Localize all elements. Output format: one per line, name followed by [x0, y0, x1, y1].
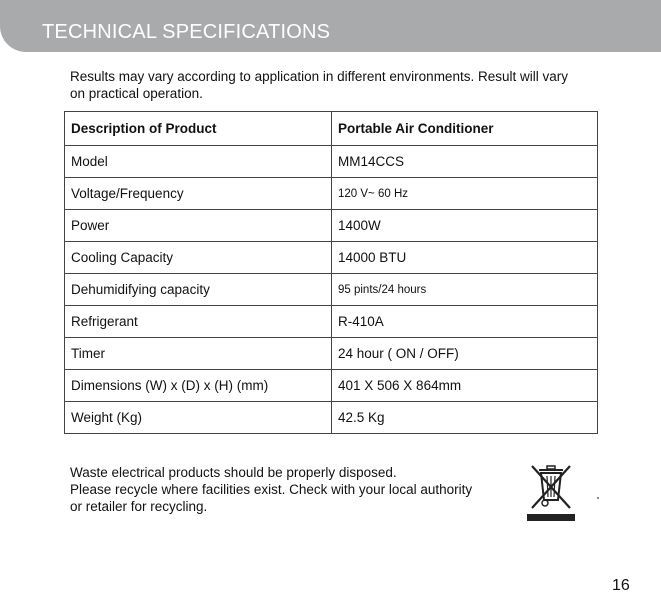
spec-label: Dehumidifying capacity: [65, 274, 332, 306]
spec-label: Voltage/Frequency: [65, 178, 332, 210]
crossed-out-wheelie-bin-icon: [526, 462, 576, 522]
spec-value: 401 X 506 X 864mm: [332, 370, 598, 402]
spec-value: 42.5 Kg: [332, 402, 598, 434]
intro-line-1: Results may vary according to application in different environments. Result will vary: [70, 69, 568, 84]
spec-value: 24 hour ( ON / OFF): [332, 338, 598, 370]
table-row: [65, 306, 598, 338]
spec-label: Power: [65, 210, 332, 242]
table-row: [65, 146, 598, 178]
spec-label: Cooling Capacity: [65, 242, 332, 274]
intro-note: [70, 68, 610, 102]
table-row: [65, 242, 598, 274]
spec-label: Refrigerant: [65, 306, 332, 338]
table-row: [65, 338, 598, 370]
decorative-dot: [597, 497, 599, 499]
disposal-note: [70, 464, 510, 515]
specs-table: [64, 111, 598, 434]
spec-value: R-410A: [332, 306, 598, 338]
table-header-row: [65, 112, 598, 146]
page-title: TECHNICAL SPECIFICATIONS: [42, 21, 331, 43]
page-number: 16: [612, 577, 630, 594]
intro-line-2: on practical operation.: [70, 86, 203, 101]
spec-label: Timer: [65, 338, 332, 370]
spec-value: 1400W: [332, 210, 598, 242]
table-header-description: Description of Product: [65, 112, 332, 146]
header-bar: [0, 0, 661, 52]
disposal-line-3: or retailer for recycling.: [70, 499, 208, 514]
table-row: [65, 178, 598, 210]
spec-label: Weight (Kg): [65, 402, 332, 434]
table-row: [65, 370, 598, 402]
table-row: [65, 402, 598, 434]
table-row: [65, 274, 598, 306]
disposal-line-2: Please recycle where facilities exist. Check with your local authority: [70, 482, 473, 497]
spec-label: Dimensions (W) x (D) x (H) (mm): [65, 370, 332, 402]
spec-value: MM14CCS: [332, 146, 598, 178]
spec-value: 95 pints/24 hours: [332, 274, 598, 306]
spec-value: 14000 BTU: [332, 242, 598, 274]
table-header-product: Portable Air Conditioner: [332, 112, 598, 146]
spec-label: Model: [65, 146, 332, 178]
spec-value: 120 V~ 60 Hz: [332, 178, 598, 210]
disposal-line-1: Waste electrical products should be properly disposed.: [70, 465, 397, 480]
table-row: [65, 210, 598, 242]
